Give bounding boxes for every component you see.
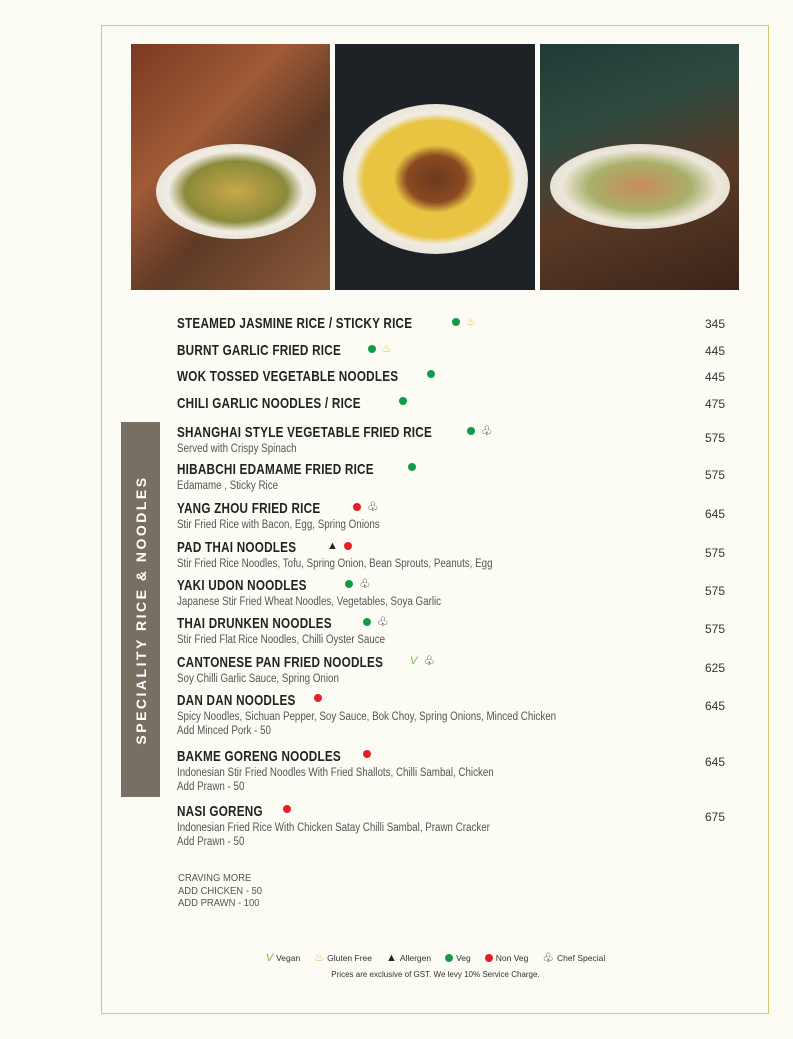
menu-item (177, 461, 737, 493)
nonveg-dot-icon (363, 750, 371, 758)
craving-more (178, 872, 262, 910)
item-price: 575 (705, 468, 726, 482)
chef-special-icon: ♧ (542, 950, 555, 965)
menu-item (177, 654, 737, 686)
item-icons (283, 805, 291, 813)
gluten-free-icon: ♨ (466, 316, 476, 328)
chef-special-icon: ♧ (481, 423, 493, 438)
item-name: YAKI UDON NOODLES (177, 577, 307, 594)
item-name: NASI GORENG (177, 803, 263, 820)
legend-item (386, 953, 431, 963)
legend-item (445, 953, 471, 963)
item-price: 575 (705, 546, 726, 560)
item-icons (353, 499, 379, 514)
item-icons (368, 344, 392, 354)
item-price: 445 (705, 344, 726, 358)
menu-item (177, 748, 737, 794)
gluten-free-icon: ♨ (382, 343, 392, 355)
item-icons (467, 423, 493, 438)
legend-item (485, 953, 529, 963)
item-price: 625 (705, 661, 726, 675)
item-icons (345, 576, 371, 591)
menu-item (177, 342, 737, 360)
veg-dot-icon (445, 954, 453, 962)
chef-special-icon: ♧ (423, 653, 435, 668)
item-price: 645 (705, 507, 726, 521)
item-name: HIBABCHI EDAMAME FRIED RICE (177, 461, 374, 478)
craving-addon: ADD CHICKEN - 50 (178, 884, 263, 897)
item-price: 575 (705, 584, 726, 598)
veg-dot-icon (368, 345, 376, 353)
item-description: Soy Chilli Garlic Sauce, Spring Onion (177, 673, 339, 685)
menu-item (177, 692, 737, 738)
section-title: SPECIALITY RICE & NOODLES (132, 474, 149, 745)
veg-dot-icon (408, 463, 416, 471)
legend (0, 950, 793, 965)
footnote: Prices are exclusive of GST. We levy 10% Service Charge. (331, 970, 540, 979)
item-icons (408, 463, 416, 471)
item-icons (399, 397, 407, 405)
item-description: Served with Crispy Spinach (177, 443, 297, 455)
item-description: Stir Fried Rice Noodles, Tofu, Spring Onion, Bean Sprouts, Peanuts, Egg (177, 558, 493, 570)
veg-dot-icon (345, 580, 353, 588)
item-icons (363, 614, 389, 629)
veg-dot-icon (363, 618, 371, 626)
menu-item (177, 395, 737, 413)
item-price: 645 (705, 755, 726, 769)
allergen-icon: ▲ (327, 540, 338, 552)
section-sidebar (121, 422, 160, 797)
nonveg-dot-icon (353, 503, 361, 511)
item-description: Spicy Noodles, Sichuan Pepper, Soy Sauce, Bok Choy, Spring Onions, Minced Chicken (177, 711, 557, 723)
item-name: CHILI GARLIC NOODLES / RICE (177, 395, 361, 412)
item-icons (452, 317, 476, 327)
legend-label: Vegan (276, 953, 301, 963)
legend-item (542, 950, 606, 965)
noodles-photo-1 (131, 44, 330, 290)
item-description: Edamame , Sticky Rice (177, 480, 279, 492)
item-name: PAD THAI NOODLES (177, 539, 297, 556)
item-name: YANG ZHOU FRIED RICE (177, 500, 321, 517)
menu-item (177, 615, 737, 647)
nonveg-dot-icon (344, 542, 352, 550)
legend-item (266, 953, 300, 963)
menu-item (177, 424, 737, 456)
chef-special-icon: ♧ (367, 499, 379, 514)
item-price: 345 (705, 317, 726, 331)
legend-label: Non Veg (495, 953, 529, 963)
menu-item (177, 368, 737, 386)
noodles-photo-2 (335, 44, 535, 290)
item-icons (327, 541, 352, 551)
item-description: Stir Fried Flat Rice Noodles, Chilli Oyster Sauce (177, 634, 386, 646)
item-description: Stir Fried Rice with Bacon, Egg, Spring Onions (177, 519, 380, 531)
legend-label: Veg (456, 953, 471, 963)
legend-label: Gluten Free (327, 953, 372, 963)
gluten-free-icon: ♨ (314, 952, 325, 964)
noodles-photo-3 (540, 44, 739, 290)
chef-special-icon: ♧ (377, 614, 389, 629)
allergen-icon: ▲ (386, 952, 397, 964)
item-name: THAI DRUNKEN NOODLES (177, 615, 332, 632)
craving-title: CRAVING MORE (178, 872, 252, 884)
veg-dot-icon (427, 370, 435, 378)
item-price: 575 (705, 431, 726, 445)
item-name: STEAMED JASMINE RICE / STICKY RICE (177, 315, 413, 332)
legend-label: Chef Special (557, 953, 606, 963)
item-name: SHANGHAI STYLE VEGETABLE FRIED RICE (177, 424, 432, 441)
vegan-icon: V (410, 655, 418, 667)
item-price: 475 (705, 397, 726, 411)
item-price: 645 (705, 699, 726, 713)
item-description: Indonesian Stir Fried Noodles With Fried Shallots, Chilli Sambal, Chicken (177, 767, 494, 779)
item-name: CANTONESE PAN FRIED NOODLES (177, 654, 384, 671)
item-price: 445 (705, 370, 726, 384)
item-name: BURNT GARLIC FRIED RICE (177, 342, 341, 359)
item-icons (314, 694, 322, 702)
item-icons (363, 750, 371, 758)
item-description: Add Minced Pork - 50 (177, 725, 272, 737)
veg-dot-icon (452, 318, 460, 326)
veg-dot-icon (399, 397, 407, 405)
nonveg-dot-icon (283, 805, 291, 813)
vegan-icon: V (265, 952, 274, 964)
item-icons (427, 370, 435, 378)
legend-label: Allergen (399, 953, 432, 963)
menu-item (177, 315, 737, 333)
item-icons (410, 653, 435, 668)
nonveg-dot-icon (314, 694, 322, 702)
menu-item (177, 803, 737, 849)
item-price: 675 (705, 810, 726, 824)
menu-item (177, 577, 737, 609)
item-name: BAKME GORENG NOODLES (177, 748, 341, 765)
menu-item (177, 500, 737, 532)
item-name: DAN DAN NOODLES (177, 692, 296, 709)
item-description: Add Prawn - 50 (177, 781, 245, 793)
chef-special-icon: ♧ (359, 576, 371, 591)
item-price: 575 (705, 622, 726, 636)
menu-item (177, 539, 737, 571)
craving-addon: ADD PRAWN - 100 (178, 897, 260, 909)
item-description: Japanese Stir Fried Wheat Noodles, Vegetables, Soya Garlic (177, 596, 442, 608)
item-description: Add Prawn - 50 (177, 836, 245, 848)
item-name: WOK TOSSED VEGETABLE NOODLES (177, 368, 399, 385)
nonveg-dot-icon (485, 954, 493, 962)
legend-item (314, 953, 372, 963)
item-description: Indonesian Fried Rice With Chicken Satay Chilli Sambal, Prawn Cracker (177, 822, 490, 834)
veg-dot-icon (467, 427, 475, 435)
